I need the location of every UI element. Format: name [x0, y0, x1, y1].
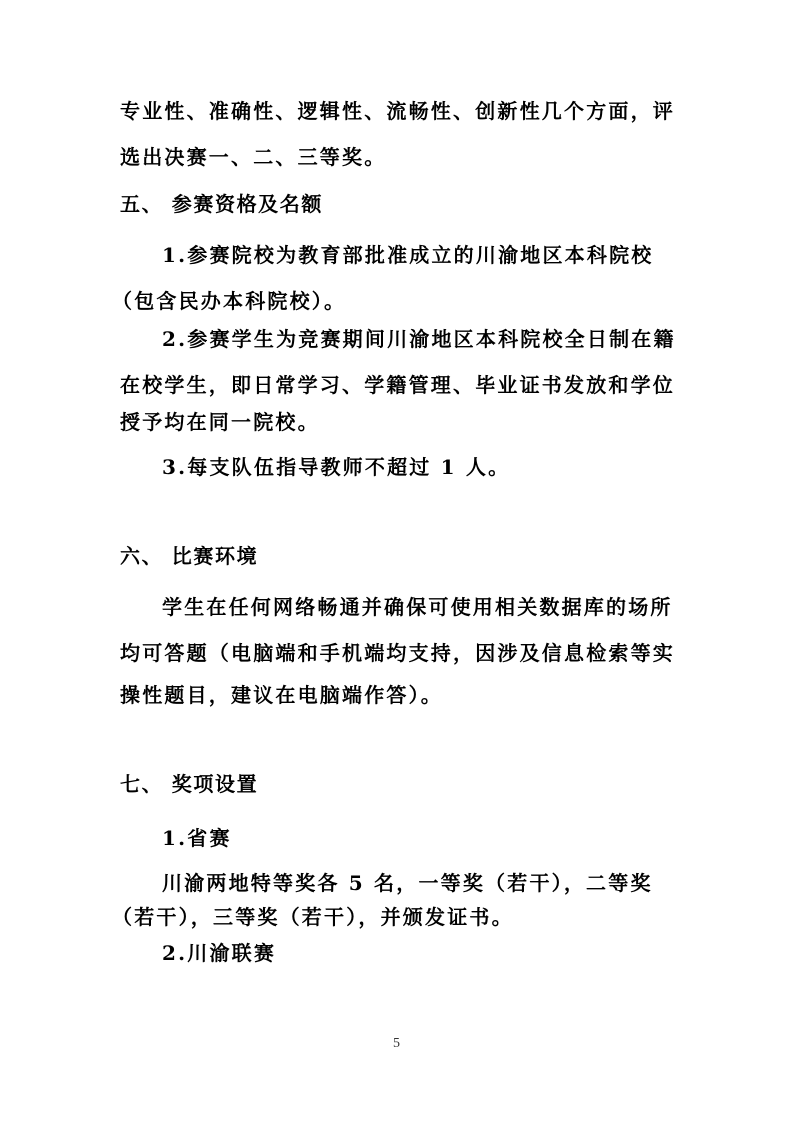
section-7-subheading-1: 1.省赛 [162, 826, 232, 850]
section-6-heading: 六、 比赛环境 [120, 544, 259, 568]
section-6-para-line-3: 操性题目，建议在电脑端作答）。 [120, 683, 443, 707]
section-7-sub-1-line-1: 川渝两地特等奖各 5 名，一等奖（若干），二等奖 [162, 871, 653, 895]
section-5-item-1-line-1: 1.参赛院校为教育部批准成立的川渝地区本科院校 [162, 243, 654, 267]
intro-line-2: 选出决赛一、二、三等奖。 [120, 145, 387, 169]
page-number: 5 [393, 1036, 400, 1051]
section-7-heading: 七、 奖项设置 [120, 772, 259, 796]
section-7-subheading-2: 2.川渝联赛 [162, 941, 277, 965]
section-5-item-2-line-1: 2.参赛学生为竞赛期间川渝地区本科院校全日制在籍 [162, 327, 676, 351]
section-5-item-3: 3.每支队伍指导教师不超过 1 人。 [162, 455, 511, 479]
section-7-sub-1-line-2: （若干），三等奖（若干），并颁发证书。 [112, 905, 514, 929]
section-6-para-line-1: 学生在任何网络畅通并确保可使用相关数据库的场所 [162, 595, 673, 619]
intro-line-1: 专业性、准确性、逻辑性、流畅性、创新性几个方面，评 [120, 99, 675, 123]
section-5-item-2-line-2: 在校学生，即日常学习、学籍管理、毕业证书发放和学位 [120, 373, 675, 397]
section-6-para-line-2: 均可答题（电脑端和手机端均支持，因涉及信息检索等实 [120, 641, 675, 665]
section-5-item-1-line-2: （包含民办本科院校）。 [112, 289, 347, 313]
section-5-heading: 五、 参赛资格及名额 [120, 192, 323, 216]
section-5-item-2-line-3: 授予均在同一院校。 [120, 410, 320, 434]
